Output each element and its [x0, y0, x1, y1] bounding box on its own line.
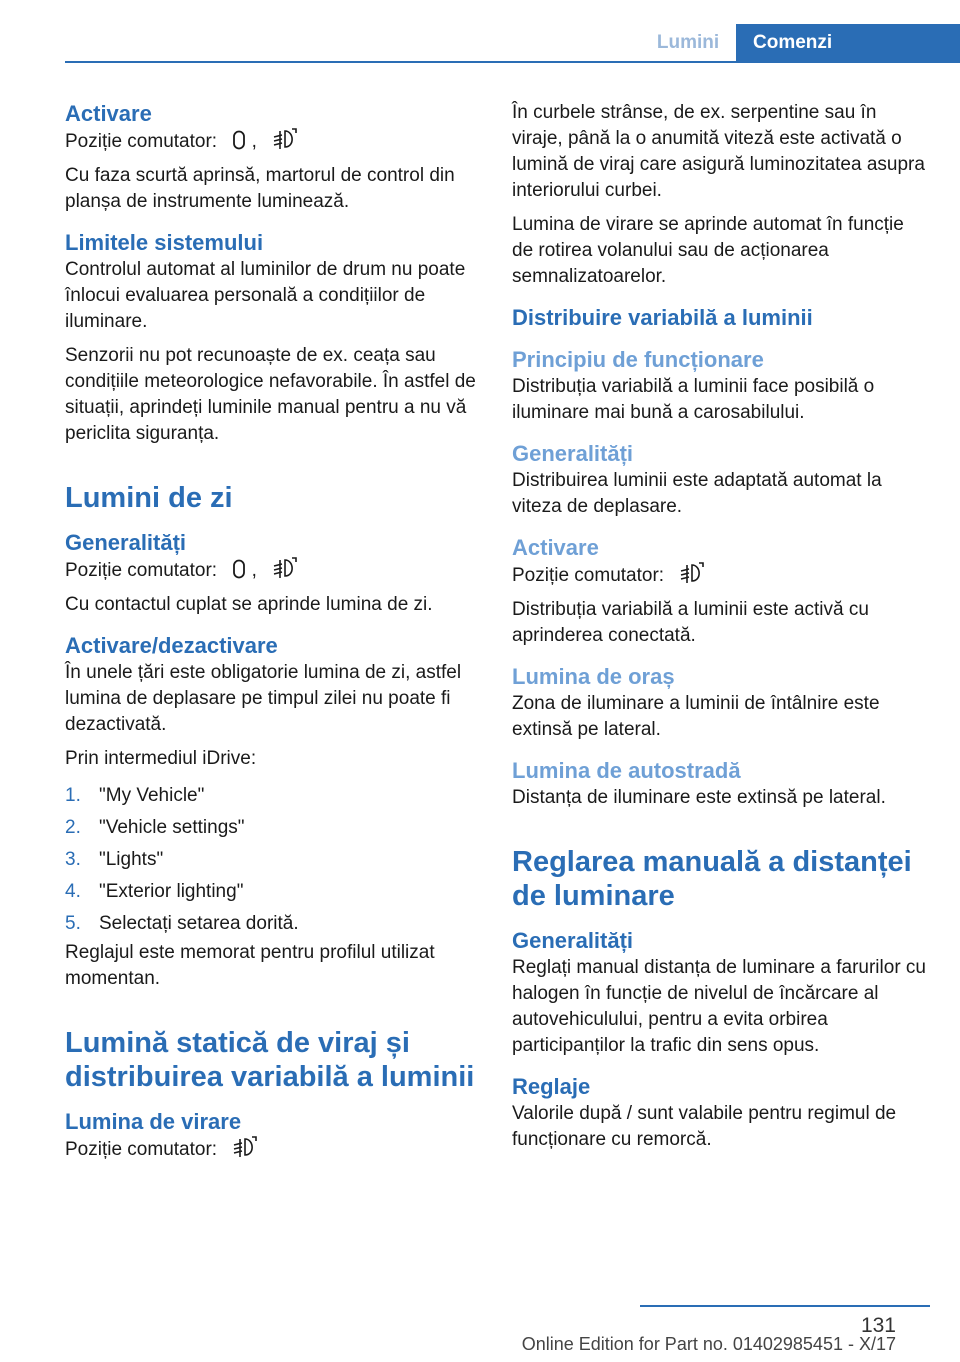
list-item: 1. "My Vehicle" [65, 785, 205, 806]
list-item: 5. Selectați setarea dorită. [65, 913, 299, 934]
limite-paragraph-1: Controlul automat al luminilor de drum nu poate înlocui evaluarea personală a condițiilor de iluminare. [65, 259, 466, 332]
principiu-heading: Principiu de funcționare [512, 347, 764, 372]
generalitati-heading: Generalități [65, 530, 187, 555]
generalitati-switch-line [65, 557, 479, 584]
list-item: 2. "Vehicle settings" [65, 817, 245, 838]
switch-label: Poziție comutator: [65, 1139, 218, 1160]
distributie-heading: Distribuire variabilă a luminii [512, 305, 813, 330]
tab-lumini[interactable]: Lumini [656, 32, 720, 53]
reglarea-heading: Reglarea manuală a distanței de luminare [512, 846, 912, 912]
principiu-text: Distribuția variabilă a luminii face posibilă o iluminare mai bună a carosabilului. [512, 376, 875, 423]
generalitati-right-heading: Generalități [512, 441, 634, 466]
tab-comenzi[interactable]: Comenzi [736, 24, 960, 62]
lumina-virare-heading: Lumina de virare [65, 1109, 242, 1134]
limite-heading: Limitele sistemului [65, 230, 264, 255]
reglarea-generalitati-text: Reglați manual distanța de luminare a farurilor cu halogen în funcție de nivelul de încărcare al autovehiculului, pentru a evita orbirea participanților la trafic din sens opus. [512, 957, 926, 1056]
switch-zero-icon [232, 559, 246, 579]
footer-rule [640, 1305, 930, 1307]
curbe-paragraph-1: În curbele strânse, de ex. serpentine sau în viraje, până la o anumită viteză este activată o lumină de viraj care asigură luminozitatea asupra interiorului curbei. [512, 102, 925, 201]
switch-separator: , [251, 131, 257, 152]
switch-label: Poziție comutator: [65, 131, 218, 152]
curbe-paragraph-2: Lumina de virare se aprinde automat în funcție de rotirea volanului sau de acționarea semnalizatoarelor. [512, 214, 904, 287]
auto-light-switch-icon [679, 562, 705, 584]
activare-heading: Activare [65, 101, 152, 126]
auto-light-switch-icon [272, 557, 298, 579]
switch-label: Poziție comutator: [65, 560, 218, 581]
switch-zero-icon [232, 130, 246, 150]
generalitati-text: Cu contactul cuplat se aprinde lumina de zi. [65, 594, 433, 615]
list-item: 3. "Lights" [65, 849, 164, 870]
reglarea-generalitati-heading: Generalități [512, 928, 634, 953]
switch-label: Poziție comutator: [512, 565, 665, 586]
idrive-intro: Prin intermediul iDrive: [65, 748, 257, 769]
activare-right-heading: Activare [512, 535, 599, 560]
generalitati-right-text: Distribuirea luminii este adaptată automat la viteza de deplasare. [512, 470, 882, 517]
lumina-autostrada-text: Distanța de iluminare este extinsă pe lateral. [512, 787, 886, 808]
activare-dezactivare-heading: Activare/dezactivare [65, 633, 278, 658]
lumina-virare-switch-line [65, 1136, 479, 1163]
header-rule [65, 61, 960, 63]
lumina-autostrada-heading: Lumina de autostradă [512, 758, 741, 783]
reglaje-text: Valorile după / sunt valabile pentru regimul de funcționare cu remorcă. [512, 1103, 897, 1150]
list-item: 4. "Exterior lighting" [65, 881, 244, 902]
activare-right-text: Distribuția variabilă a luminii este activă cu aprinderea conectată. [512, 599, 869, 646]
right-column [512, 100, 930, 1153]
lumina-statica-heading: Lumină statică de viraj și distribuirea variabilă a luminii [65, 1027, 475, 1093]
edition-footer: Online Edition for Part no. 01402985451 - X/17 [521, 1334, 896, 1354]
page-number: 131 [860, 1314, 896, 1337]
activare-dezactivare-paragraph: În unele țări este obligatorie lumina de zi, astfel lumina de deplasare pe timpul zilei nu poate fi dezactivată. [65, 662, 462, 735]
auto-light-switch-icon [232, 1136, 258, 1158]
activare-switch-line [65, 128, 479, 155]
lumina-oras-text: Zona de iluminare a luminii de întâlnire este extinsă pe lateral. [512, 693, 880, 740]
limite-paragraph-2: Senzorii nu pot recunoaște de ex. ceața sau condițiile meteorologice nefavorabile. În astfel de situații, aprindeți luminile manual pentru a nu vă periclita siguranța. [65, 345, 476, 444]
lumini-de-zi-heading: Lumini de zi [65, 482, 233, 514]
reglaj-text: Reglajul este memorat pentru profilul utilizat momentan. [65, 942, 435, 989]
activare-text: Cu faza scurtă aprinsă, martorul de control din planșa de instrumente luminează. [65, 165, 455, 212]
reglaje-heading: Reglaje [512, 1074, 591, 1099]
auto-light-switch-icon [272, 128, 298, 150]
activare-right-switch-line [512, 562, 930, 589]
lumina-oras-heading: Lumina de oraș [512, 664, 675, 689]
left-column [65, 100, 479, 1163]
switch-separator: , [251, 560, 257, 581]
idrive-steps [65, 780, 479, 940]
